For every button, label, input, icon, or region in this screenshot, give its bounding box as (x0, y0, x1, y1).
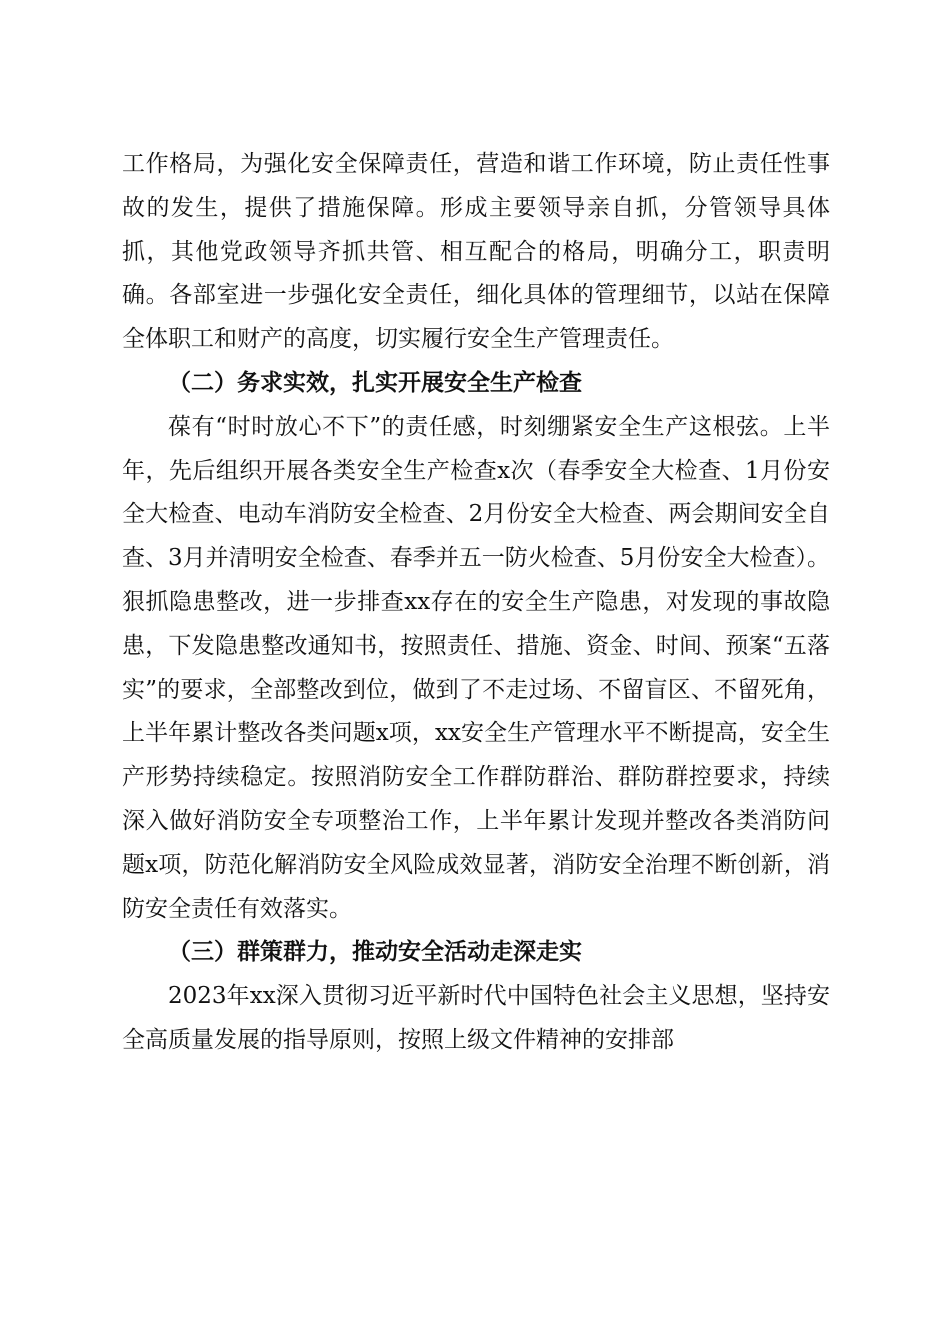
paragraph-2023-activities: 2023年xx深入贯彻习近平新时代中国特色社会主义思想，坚持安全高质量发展的指导原则，按照上级文件精神的安排部 (122, 983, 830, 1053)
section-heading-3: （三）群策群力，推动安全活动走深走实 (168, 939, 582, 966)
paragraph-safety-inspection: 葆有“时时放心不下”的责任感，时刻绷紧安全生产这根弦。上半年，先后组织开展各类安全生产检查x次（春季安全大检查、1月份安全大检查、电动车消防安全检查、2月份安全大检查、两会期间安全自查、3月并清明安全检查、春季并五一防火检查、5月份安全大检查）。狠抓隐患整改，进一步排查xx存在的安全生产隐患，对发现的事故隐患，下发隐患整改通知书，按照责任、措施、资金、时间、预案“五落实”的要求，全部整改到位，做到了不走过场、不留盲区、不留死角，上半年累计整改各类问题x项，xx安全生产管理水平不断提高，安全生产形势持续稳定。按照消防安全工作群防群治、群防群控要求，持续深入做好消防安全专项整治工作，上半年累计发现并整改各类消防问题x项，防范化解消防安全风险成效显著，消防安全治理不断创新，消防安全责任有效落实。 (122, 413, 830, 922)
paragraph-work-pattern: 工作格局，为强化安全保障责任，营造和谐工作环境，防止责任性事故的发生，提供了措施保障。形成主要领导亲自抓，分管领导具体抓，其他党政领导齐抓共管、相互配合的格局，明确分工，职责明确。各部室进一步强化安全责任，细化具体的管理细节，以站在保障全体职工和财产的高度，切实履行安全生产管理责任。 (122, 151, 830, 353)
document-body (122, 143, 830, 1063)
section-heading-2: （二）务求实效，扎实开展安全生产检查 (168, 369, 582, 396)
